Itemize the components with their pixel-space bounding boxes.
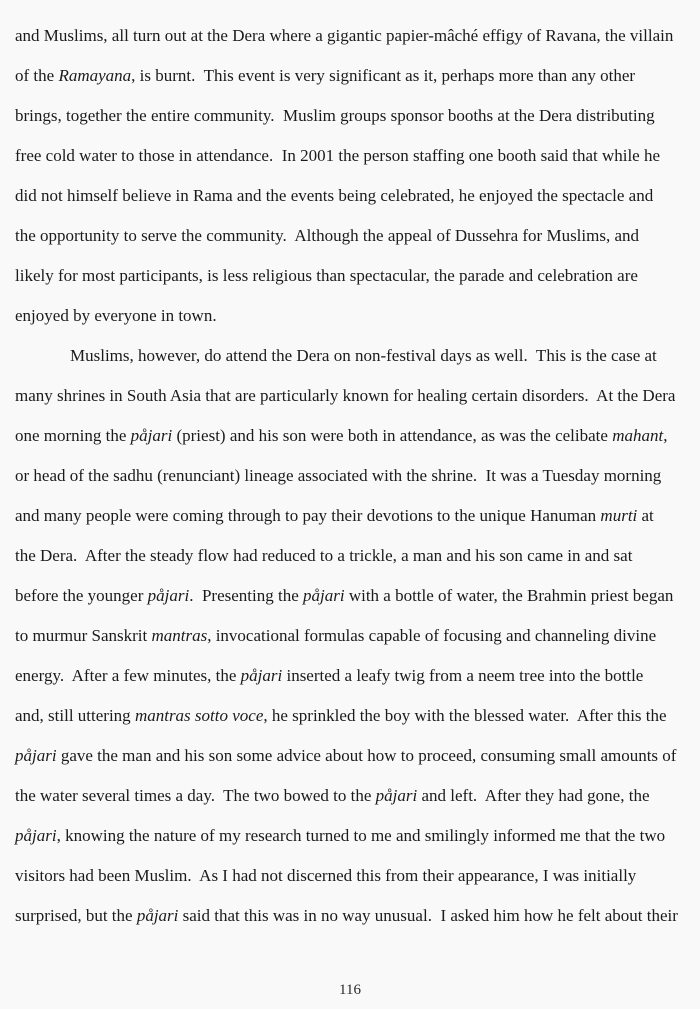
text-run-italic: påjari <box>303 586 345 605</box>
text-line <box>15 216 695 256</box>
text-run: at <box>637 506 654 525</box>
text-run: energy. After a few minutes, the <box>15 666 241 685</box>
text-line <box>15 856 695 896</box>
text-run: many shrines in South Asia that are particularly known for healing certain disorders. At the Dera <box>15 386 676 405</box>
text-run: , is burnt. This event is very significant as it, perhaps more than any other <box>131 66 636 85</box>
text-line <box>15 776 695 816</box>
text-run: surprised, but the <box>15 906 137 925</box>
text-run: did not himself believe in Rama and the events being celebrated, he enjoyed the spectacle and <box>15 186 654 205</box>
text-line <box>15 456 695 496</box>
text-run-italic: Ramayana <box>58 66 132 85</box>
text-line <box>15 16 695 56</box>
text-line <box>15 136 695 176</box>
text-run-italic: påjari <box>15 826 57 845</box>
text-run-italic: murti <box>600 506 638 525</box>
text-line <box>15 696 695 736</box>
text-run-italic: mahant <box>612 426 664 445</box>
text-line <box>15 536 695 576</box>
text-run: of the <box>15 66 59 85</box>
text-run-italic: mantras <box>151 626 208 645</box>
text-line <box>15 656 695 696</box>
text-run: with a bottle of water, the Brahmin priest began <box>344 586 674 605</box>
text-run: enjoyed by everyone in town. <box>15 306 217 325</box>
text-run: , he sprinkled the boy with the blessed water. After this the <box>263 706 667 725</box>
text-run: gave the man and his son some advice about how to proceed, consuming small amounts of <box>56 746 677 765</box>
text-run-italic: påjari <box>130 426 173 445</box>
text-run: said that this was in no way unusual. I asked him how he felt about their <box>178 906 678 925</box>
text-run: the opportunity to serve the community. Although the appeal of Dussehra for Muslims, and <box>15 226 640 245</box>
text-run: , knowing the nature of my research turned to me and smilingly informed me that the two <box>56 826 666 845</box>
text-run: the water several times a day. The two bowed to the <box>15 786 376 805</box>
text-run-italic: mantras sotto voce <box>134 706 264 725</box>
text-line <box>15 56 695 96</box>
text-line <box>15 896 695 936</box>
text-run: (priest) and his son were both in attendance, as was the celibate <box>172 426 613 445</box>
text-run-italic: påjari <box>15 746 57 765</box>
text-run: , <box>663 426 668 445</box>
text-run: or head of the sadhu (renunciant) lineage associated with the shrine. It was a Tuesday morning <box>15 466 662 485</box>
text-line <box>15 616 695 656</box>
text-run-italic: påjari <box>147 586 190 605</box>
text-run: and Muslims, all turn out at the Dera where a gigantic papier-mâché effigy of Ravana, the villain <box>15 26 674 45</box>
text-run-italic: påjari <box>375 786 418 805</box>
text-run-italic: påjari <box>240 666 283 685</box>
text-line <box>15 816 695 856</box>
text-line <box>15 376 695 416</box>
text-run: one morning the <box>15 426 131 445</box>
text-run: before the younger <box>15 586 148 605</box>
text-run-italic: påjari <box>136 906 179 925</box>
text-line <box>15 176 695 216</box>
text-run: visitors had been Muslim. As I had not discerned this from their appearance, I was initially <box>15 866 637 885</box>
text-line <box>15 416 695 456</box>
text-line <box>15 576 695 616</box>
text-run: to murmur Sanskrit <box>15 626 152 645</box>
text-run: inserted a leafy twig from a neem tree into the bottle <box>282 666 644 685</box>
text-run: Muslims, however, do attend the Dera on non-festival days as well. This is the case at <box>70 346 657 365</box>
text-line <box>15 336 695 376</box>
page-number: 116 <box>339 982 361 998</box>
text-run: and left. After they had gone, the <box>417 786 650 805</box>
text-line <box>15 496 695 536</box>
document-body <box>15 16 695 936</box>
text-run: and many people were coming through to pay their devotions to the unique Hanuman <box>15 506 601 525</box>
text-line <box>15 296 695 336</box>
text-line <box>15 256 695 296</box>
text-run: brings, together the entire community. Muslim groups sponsor booths at the Dera distributing <box>15 106 655 125</box>
text-line <box>15 736 695 776</box>
text-run: free cold water to those in attendance. In 2001 the person staffing one booth said that while he <box>15 146 661 165</box>
text-run: , invocational formulas capable of focusing and channeling divine <box>207 626 657 645</box>
text-run: and, still uttering <box>15 706 135 725</box>
text-line <box>15 96 695 136</box>
text-run: the Dera. After the steady flow had reduced to a trickle, a man and his son came in and sat <box>15 546 633 565</box>
text-run: likely for most participants, is less religious than spectacular, the parade and celebration are <box>15 266 638 285</box>
text-run: . Presenting the <box>189 586 303 605</box>
